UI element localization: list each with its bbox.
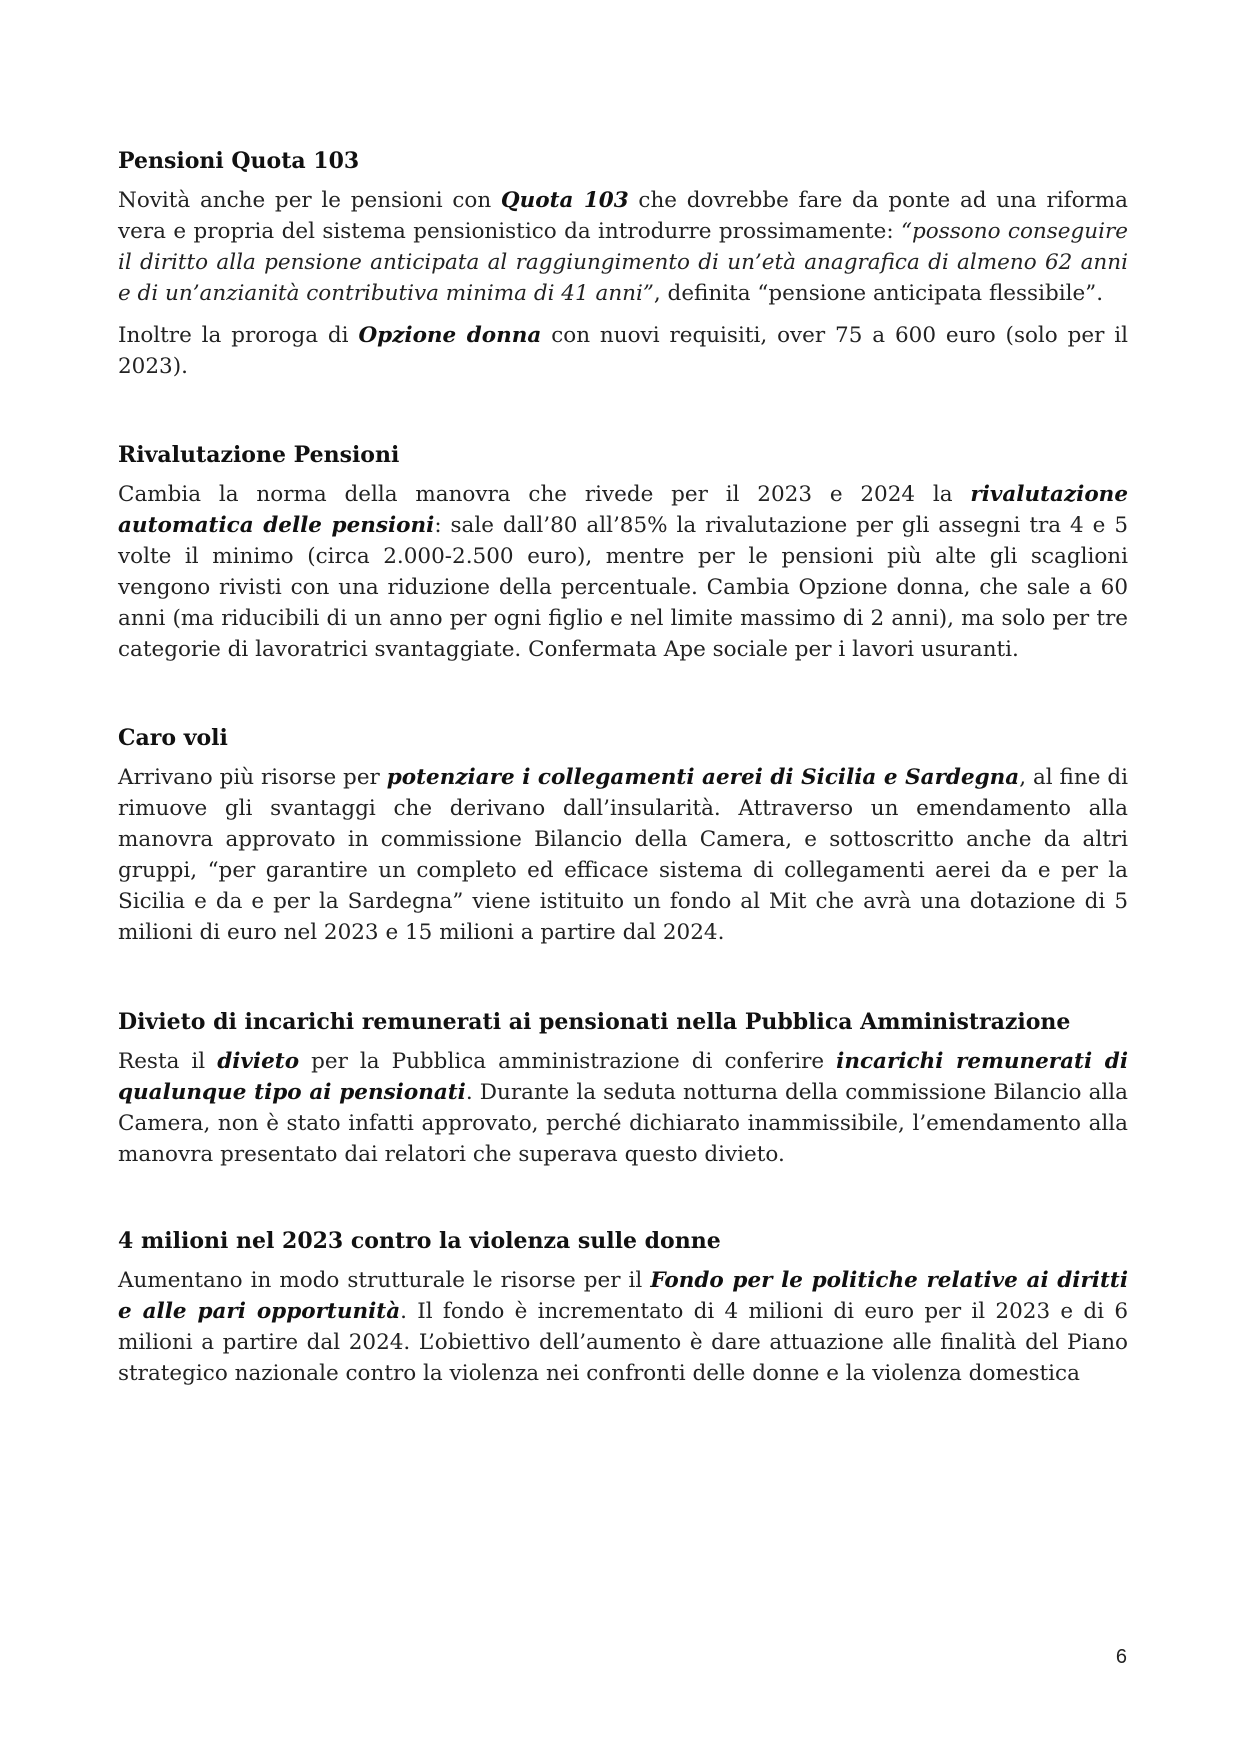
text-segment: Cambia la norma della manovra che rivede per il 2023 e 2024 la (118, 482, 971, 507)
paragraph (118, 762, 1128, 948)
section-heading: Pensioni Quota 103 (118, 148, 360, 174)
emphasis-segment: Fondo per le politiche relative ai diritti e alle pari opportunità (118, 1268, 1128, 1324)
emphasis-segment: divieto (217, 1049, 300, 1074)
emphasis-segment: potenziare i collegamenti aerei di Sicilia e Sardegna (386, 765, 1020, 790)
text-segment: con nuovi requisiti, over 75 a 600 euro (solo per il 2023). (118, 323, 1129, 379)
section-caro-voli (118, 723, 1128, 948)
text-segment: : sale dall’80 all’85% la rivalutazione per gli assegni tra 4 e 5 volte il minimo (circa 2.000-2.500 euro), mentre per le pensioni più alte gli scaglioni vengono rivisti con una riduzione della percentuale. Cambia Opzione donna, che sale a 60 anni (ma riducibili di un anno per ogni figlio e nel limite massimo di 2 anni), ma solo per tre categorie di lavoratrici svantaggiate. Confermata Ape sociale per i lavori usuranti. (118, 513, 1128, 662)
emphasis-segment: incarichi remunerati di qualunque tipo ai pensionati (118, 1049, 1128, 1105)
section-heading: Rivalutazione Pensioni (118, 442, 400, 468)
paragraph (118, 185, 1128, 309)
section-heading: 4 milioni nel 2023 contro la violenza sulle donne (118, 1228, 721, 1254)
section-heading: Divieto di incarichi remunerati ai pensionati nella Pubblica Amministrazione (118, 1009, 1071, 1035)
paragraph (118, 1046, 1128, 1170)
text-segment: per la Pubblica amministrazione di conferire (299, 1049, 837, 1074)
text-segment: Aumentano in modo strutturale le risorse per il (118, 1268, 651, 1293)
paragraph (118, 320, 1128, 382)
emphasis-segment: Opzione donna (358, 323, 542, 348)
section-violenza-donne (118, 1226, 1128, 1389)
section-heading: Caro voli (118, 725, 228, 751)
text-segment: Inoltre la proroga di (118, 323, 359, 348)
text-segment: . Durante la seduta notturna della commissione Bilancio alla Camera, non è stato infatti approvato, perché dichiarato inammissibile, l’emendamento alla manovra presentato dai relatori che superava questo divieto. (118, 1080, 1128, 1167)
document-page (118, 146, 1128, 1389)
text-segment: Novità anche per le pensioni con (118, 188, 501, 213)
text-segment: . Il fondo è incrementato di 4 milioni di euro per il 2023 e di 6 milioni a partire dal 2024. L’obiettivo dell’aumento è dare attuazione alle finalità del Piano strategico nazionale contro la violenza nei confronti delle donne e la violenza domestica (118, 1299, 1128, 1386)
emphasis-segment: rivalutazione automatica delle pensioni (118, 482, 1128, 538)
text-segment: Arrivano più risorse per (118, 765, 387, 790)
text-segment: , al fine di rimuove gli svantaggi che derivano dall’insularità. Attraverso un emendamento alla manovra approvato in commissione Bilancio della Camera, e sottoscritto anche da altri gruppi, “per garantire un completo ed efficace sistema di collegamenti aerei da e per la Sicilia e da e per la Sardegna” viene istituito un fondo al Mit che avrà una dotazione di 5 milioni di euro nel 2023 e 15 milioni a partire dal 2024. (118, 765, 1128, 945)
text-segment: , definita “pensione anticipata flessibile”. (653, 281, 1104, 306)
quote-segment: “possono conseguire il diritto alla pensione anticipata al raggiungimento di un’età anagrafica di almeno 62 anni e di un’anzianità contributiva minima di 41 anni” (118, 219, 1128, 306)
emphasis-segment: Quota 103 (500, 188, 629, 213)
section-pensioni-quota-103 (118, 146, 1128, 382)
paragraph (118, 479, 1128, 665)
page-number: 6 (1115, 1646, 1127, 1668)
text-segment: Resta il (118, 1049, 218, 1074)
text-segment: che dovrebbe fare da ponte ad una riforma vera e propria del sistema pensionistico da introdurre prossimamente: (118, 188, 1128, 244)
section-divieto-incarichi (118, 1007, 1128, 1170)
paragraph (118, 1265, 1128, 1389)
section-rivalutazione-pensioni (118, 440, 1128, 665)
